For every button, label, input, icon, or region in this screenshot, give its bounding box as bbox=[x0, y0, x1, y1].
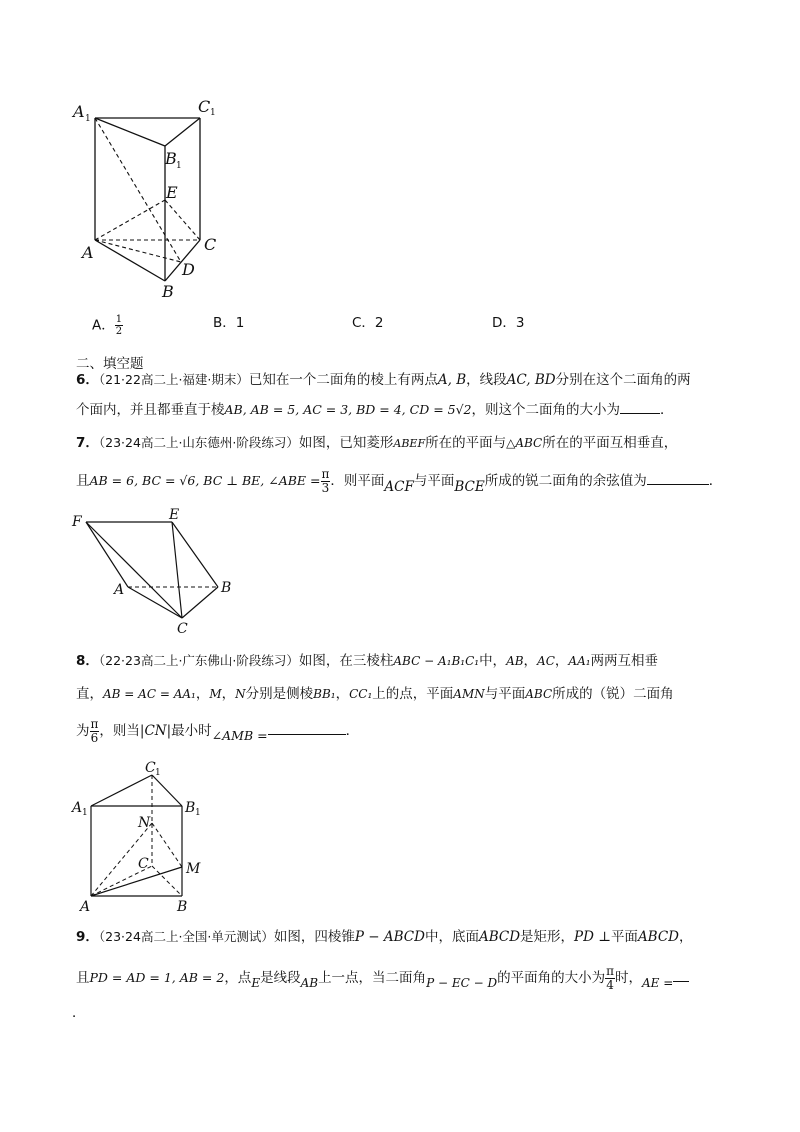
label-c: C bbox=[177, 621, 188, 635]
figure-rhombus bbox=[65, 505, 240, 635]
label-n: N bbox=[138, 815, 151, 831]
label-b: B bbox=[221, 580, 232, 596]
label-a1-sub: 1 bbox=[82, 808, 88, 818]
option-a-prefix: A． bbox=[92, 317, 115, 334]
label-e: E bbox=[169, 507, 180, 523]
q8-source: （22·23高二上·广东佛山·阶段练习） bbox=[98, 653, 299, 668]
q7-answer-blank[interactable] bbox=[647, 471, 709, 485]
label-a1: A bbox=[73, 102, 85, 121]
label-d: D bbox=[182, 260, 195, 279]
q8-pi-fraction: $\frac{\pi}{6}$ bbox=[90, 716, 99, 745]
q8-line1: 8．（22·23高二上·广东佛山·阶段练习）如图，在三棱柱ABC − A₁B₁C₁中，AB，AC，AA₁两两互相垂 bbox=[76, 653, 659, 669]
label-b1-sub: 1 bbox=[176, 161, 182, 171]
label-b1-sub: 1 bbox=[195, 808, 201, 818]
label-c1: C bbox=[145, 760, 156, 776]
label-b1: B bbox=[165, 149, 177, 168]
label-b: B bbox=[162, 282, 174, 301]
q6-answer-blank[interactable] bbox=[620, 400, 660, 414]
option-a-fraction: $\frac{1}{2}$ bbox=[115, 314, 123, 337]
q7-line1: 7．（23·24高二上·山东德州·阶段练习）如图，已知菱形ABEF所在的平面与△ABC所在的平面互相垂直， bbox=[76, 435, 678, 451]
option-c: C．2 bbox=[352, 315, 384, 331]
q9-line1: 9．（23·24高二上·全国·单元测试）如图，四棱锥P − ABCD中，底面ABCD是矩形，PD ⊥平面ABCD， bbox=[76, 929, 693, 945]
q7-number: 7． bbox=[76, 435, 99, 451]
q7-source: （23·24高二上·山东德州·阶段练习） bbox=[98, 435, 299, 450]
q7-line2: 且AB = 6, BC = √6, BC ⊥ BE, ∠ABE = $\frac{\pi}{3}$ ．则平面ACF与平面BCE所成的锐二面角的余弦值为 ． bbox=[76, 466, 723, 495]
q6-line1: 6．（21·22高二上·福建·期末）已知在一个二面角的棱上有两点A, B，线段AC, BD分别在这个二面角的两 bbox=[76, 372, 691, 388]
label-c1-sub: 1 bbox=[210, 108, 216, 118]
q6-number: 6． bbox=[76, 372, 99, 388]
label-b1: B bbox=[185, 800, 196, 816]
q8-answer-blank[interactable] bbox=[268, 721, 346, 735]
label-a: A bbox=[80, 899, 91, 915]
label-m: M bbox=[186, 861, 201, 877]
option-d: D．3 bbox=[492, 315, 525, 331]
q8-number: 8． bbox=[76, 653, 99, 669]
label-a: A bbox=[114, 582, 125, 598]
q9-line2: 且PD = AD = 1, AB = 2，点E是线段AB上一点，当二面角P − EC − D的平面角的大小为 $\frac{\pi}{4}$ 时，AE = bbox=[76, 963, 689, 993]
option-a bbox=[92, 314, 123, 337]
figure-prism bbox=[60, 90, 240, 305]
label-a: A bbox=[82, 243, 94, 262]
q6-source: （21·22高二上·福建·期末） bbox=[98, 372, 249, 387]
q9-answer-blank[interactable] bbox=[673, 968, 689, 982]
label-c1-sub: 1 bbox=[155, 768, 161, 778]
label-a1-sub: 1 bbox=[85, 114, 91, 124]
q7-pi-fraction: $\frac{\pi}{3}$ bbox=[321, 466, 330, 495]
label-c: C bbox=[204, 235, 217, 254]
q8-line2: 直，AB = AC = AA₁，M，N分别是侧棱BB₁，CC₁上的点，平面AMN与平面ABC所成的（锐）二面角 bbox=[76, 686, 674, 702]
q9-pi-fraction: $\frac{\pi}{4}$ bbox=[606, 963, 614, 992]
q9-source: （23·24高二上·全国·单元测试） bbox=[98, 929, 274, 944]
q9-end: ． bbox=[72, 1005, 86, 1021]
section-title: 二、填空题 bbox=[76, 356, 144, 372]
label-c: C bbox=[138, 856, 149, 872]
q8-line3: 为 $\frac{\pi}{6}$ ，则当|CN|最小时∠AMB = ． bbox=[76, 716, 360, 745]
label-a1: A bbox=[72, 800, 83, 816]
q9-number: 9． bbox=[76, 929, 99, 945]
label-c1: C bbox=[198, 97, 211, 116]
figure-prism-2 bbox=[65, 755, 215, 915]
label-b: B bbox=[177, 899, 188, 915]
label-e: E bbox=[166, 183, 178, 202]
q6-line2: 个面内，并且都垂直于棱AB, AB = 5, AC = 3, BD = 4, CD = 5√2，则这个二面角的大小为 ． bbox=[76, 402, 674, 418]
option-b: B．1 bbox=[213, 315, 245, 331]
label-f: F bbox=[72, 514, 82, 530]
